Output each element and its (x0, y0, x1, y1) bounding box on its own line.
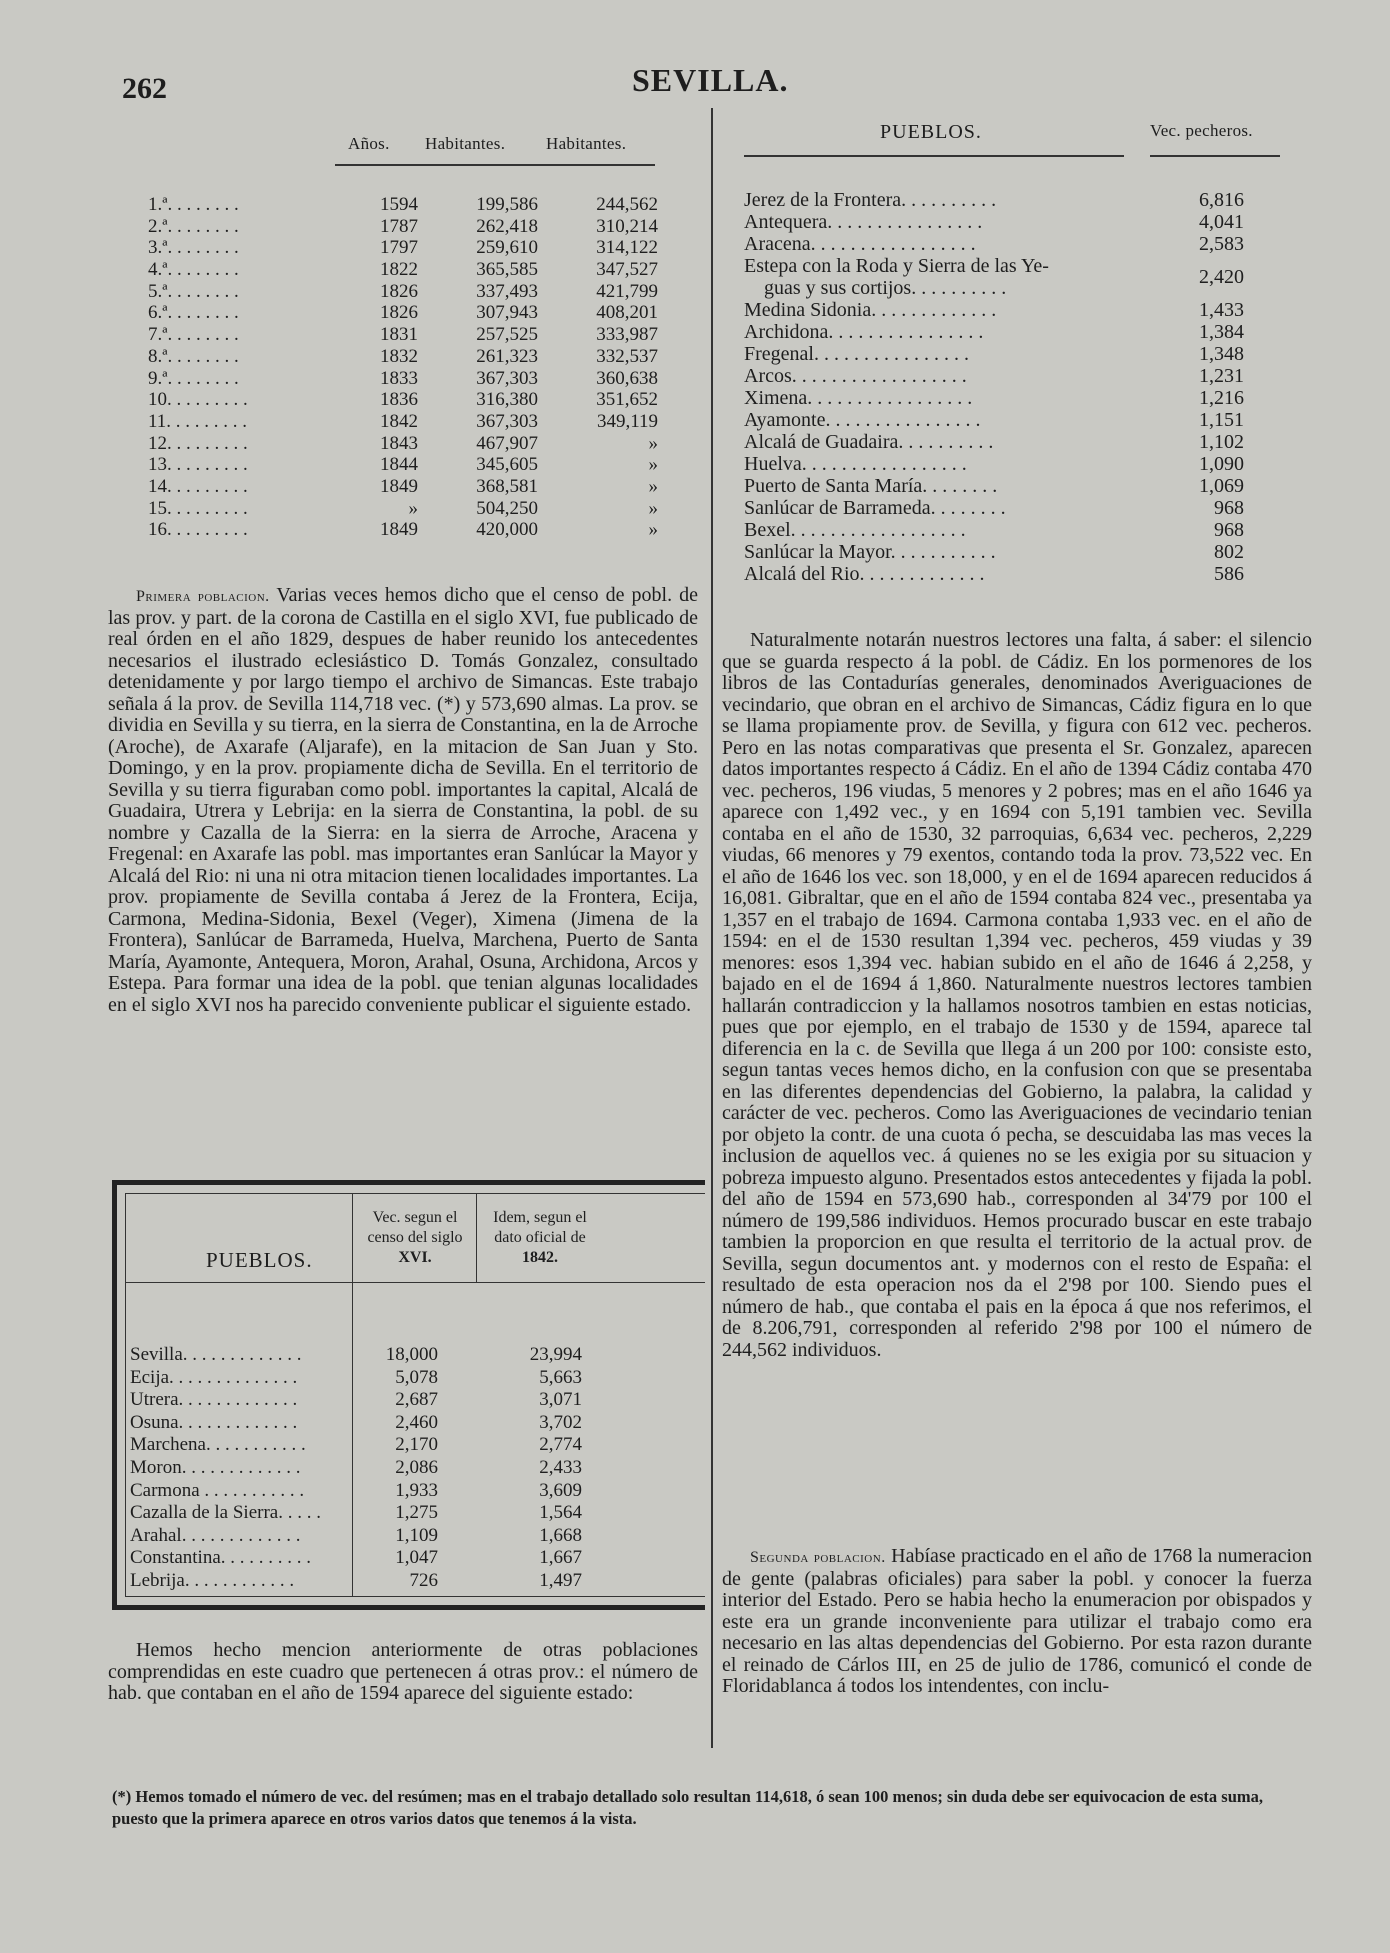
list-item-name: Alcalá del Rio. . . . . . . . . . . . . (744, 563, 985, 585)
table-cell: 2,774 (539, 1434, 582, 1456)
list-item (744, 343, 1274, 365)
table-cell: 1,275 (395, 1502, 438, 1524)
census-cell: 1842 (380, 410, 418, 432)
census-cell: 316,380 (476, 389, 538, 411)
table-row (126, 1480, 606, 1503)
list-item-name: Estepa con la Roda y Sierra de las Ye- (744, 255, 1049, 277)
right-paragraph-2 (722, 1546, 1312, 1698)
list-item (744, 409, 1274, 431)
table-cell: 3,609 (539, 1479, 582, 1501)
census-cell: 257,525 (476, 324, 538, 346)
census-cell: 1849 (380, 475, 418, 497)
table-cell: Utrera. . . . . . . . . . . . . (130, 1389, 298, 1411)
footnote: (*) Hemos tomado el número de vec. del resúmen; mas en el trabajo detallado solo resultan 114,618, ó sean 100 menos; sin duda debe ser equivocacion de esta suma, puesto que la primera aparece en otros varios datos que tenemos á la vista. (112, 1787, 1264, 1828)
census-cell: 332,537 (596, 345, 658, 367)
list-item-value: 586 (1214, 563, 1244, 585)
list-item (744, 211, 1274, 233)
census-cell: 9.ª. . . . . . . . (148, 367, 239, 389)
census-cell: 314,122 (596, 237, 658, 259)
census-cell: 12. . . . . . . . . (148, 432, 248, 454)
census-cell: 1826 (380, 302, 418, 324)
list-item (744, 387, 1274, 409)
census-cell: 4.ª. . . . . . . . (148, 259, 239, 281)
list-item-name: Ayamonte. . . . . . . . . . . . . . . . (744, 409, 981, 431)
list-item (744, 475, 1274, 497)
list-item-name: Fregenal. . . . . . . . . . . . . . . . (744, 343, 969, 365)
running-title: SEVILLA. (632, 62, 789, 98)
table-cell: Sevilla. . . . . . . . . . . . . (130, 1344, 302, 1365)
list-item (744, 519, 1274, 541)
list-item-value: 802 (1214, 541, 1244, 563)
census-cell: » (648, 475, 658, 497)
table-row (126, 1570, 606, 1593)
table-cell: Moron. . . . . . . . . . . . . (130, 1456, 301, 1478)
list-item-name: Arcos. . . . . . . . . . . . . . . . . . (744, 365, 967, 387)
census-col-hab1: Habitantes. (425, 134, 506, 153)
census-cell: » (648, 519, 658, 541)
table-row (126, 1367, 606, 1390)
census-cell: 307,943 (476, 302, 538, 324)
census-cell: 367,303 (476, 410, 538, 432)
census-cell: 504,250 (476, 497, 538, 519)
list-item (744, 321, 1274, 343)
census-cell: 3.ª. . . . . . . . (148, 237, 239, 259)
list-item (744, 541, 1274, 563)
section-lead-segunda: Segunda poblacion. (750, 1549, 886, 1566)
census-cell: 1822 (380, 259, 418, 281)
census-cell: 16. . . . . . . . . (148, 519, 248, 541)
census-cell: 310,214 (596, 215, 658, 237)
census-cell: » (648, 432, 658, 454)
census-cell: 333,987 (596, 324, 658, 346)
census-col-anos: Años. (348, 134, 390, 153)
column-divider (711, 108, 713, 1748)
left-paragraph-1-body: Varias veces hemos dicho que el censo de pobl. de las prov. y part. de la corona de Castilla en el siglo XVI, fue publicado de real órden en el año 1829, despues de haber reunido los antecedentes necesarios el ilustrado eclesiástico D. Tomás Gonzalez, consultado detenidamente y por largo tiempo el archivo de Simancas. Este trabajo señala á la prov. de Sevilla 114,718 vec. (*) y 573,690 almas. La prov. se dividia en Sevilla y su tierra, en la sierra de Constantina, en la de Arroche (Aroche), de Axarafe (Aljarafe), en la mitacion de San Juan y Sto. Domingo, y en la prov. propiamente dicha de Sevilla. En el territorio de Sevilla y su tierra figuraban como pobl. importantes la capital, Alcalá de Guadaira, Utrera y Lebrija: en la sierra de Constantina, la pobl. de su nombre y Cazalla de la Sierra: en la sierra de Arroche, Aracena y Fregenal: en Axarafe las pobl. mas importantes eran Sanlúcar la Mayor y Alcalá del Rio: ni una ni otra mitacion tienen localidades importantes. La prov. propiamente de Sevilla contaba á Jerez de la Frontera, Ecija, Carmona, Medina-Sidonia, Bexel (Veger), Ximena (Jimena de la Frontera), Sanlúcar de Barrameda, Huelva, Marchena, Puerto de Santa María, Ayamonte, Antequera, Moron, Arahal, Osuna, Archidona, Arcos y Estepa. Para formar una idea de la pobl. que tenian algunas localidades en el siglo XVI nos ha parecido conveniente publicar el siguiente estado. (108, 584, 698, 1016)
list-item-value: 968 (1214, 519, 1244, 541)
table-row (126, 1434, 606, 1457)
census-cell: 337,493 (476, 280, 538, 302)
list-item-value: 1,433 (1199, 299, 1244, 321)
table-cell: 18,000 (385, 1344, 438, 1365)
census-cell: 1836 (380, 389, 418, 411)
list-item-value: 1,090 (1199, 453, 1244, 475)
header-1842-bottom: 1842. (522, 1249, 558, 1266)
census-cell: 349,119 (596, 410, 658, 432)
census-cell: 10. . . . . . . . . (148, 389, 248, 411)
vec-list-header-pecheros: Vec. pecheros. (1150, 121, 1253, 140)
census-cell: 5.ª. . . . . . . . (148, 280, 239, 302)
vec-list-header-pueblos: PUEBLOS. (880, 121, 982, 143)
census-cell: 1843 (380, 432, 418, 454)
table-cell: 2,433 (539, 1456, 582, 1478)
list-item-value: 4,041 (1199, 211, 1244, 233)
census-cell: 1831 (380, 324, 418, 346)
list-item-name: Sanlúcar la Mayor. . . . . . . . . . . (744, 541, 996, 563)
census-cell: 368,581 (476, 475, 538, 497)
census-cell: 1833 (380, 367, 418, 389)
census-col-hab2: Habitantes. (546, 134, 627, 153)
census-cell: 1797 (380, 237, 418, 259)
list-item-name: Antequera. . . . . . . . . . . . . . . . (744, 211, 983, 233)
header-xvi-bottom: XVI. (398, 1249, 432, 1266)
census-cell: 1826 (380, 280, 418, 302)
pueblos-table-header-1842 (480, 1208, 600, 1268)
census-cell: 13. . . . . . . . . (148, 454, 248, 476)
list-item-name: Bexel. . . . . . . . . . . . . . . . . . (744, 519, 966, 541)
list-item-name: guas y sus cortijos. . . . . . . . . . (764, 277, 1007, 299)
list-item-name: Medina Sidonia. . . . . . . . . . . . . (744, 299, 997, 321)
census-cell: 15. . . . . . . . . (148, 497, 248, 519)
census-cell: 262,418 (476, 215, 538, 237)
list-item (744, 497, 1274, 519)
table-cell: 3,702 (539, 1411, 582, 1433)
table-cell: Constantina. . . . . . . . . . (130, 1547, 312, 1569)
census-cell: 351,652 (596, 389, 658, 411)
table-cell: 1,668 (539, 1524, 582, 1546)
list-item-value: 1,384 (1199, 321, 1244, 343)
table-row (126, 1525, 606, 1548)
table-cell: 2,687 (395, 1389, 438, 1411)
census-cell: 6.ª. . . . . . . . (148, 302, 239, 324)
census-cell: 259,610 (476, 237, 538, 259)
list-item-value: 2,583 (1199, 233, 1244, 255)
table-cell: Marchena. . . . . . . . . . . (130, 1434, 306, 1456)
list-item (744, 431, 1274, 453)
table-row (126, 1502, 606, 1525)
census-cell: 244,562 (596, 194, 658, 215)
list-item-name: Ximena. . . . . . . . . . . . . . . . . (744, 387, 973, 409)
census-cell: 365,585 (476, 259, 538, 281)
table-cell: Carmona . . . . . . . . . . . (130, 1479, 305, 1501)
census-cell: 367,303 (476, 367, 538, 389)
census-cell: » (648, 497, 658, 519)
list-item (744, 563, 1274, 585)
pueblos-table (112, 1180, 705, 1610)
census-cell: 345,605 (476, 454, 538, 476)
list-item (744, 299, 1274, 321)
census-cell: 347,527 (596, 259, 658, 281)
table-row (126, 1547, 606, 1570)
census-cell: 11. . . . . . . . . (148, 410, 248, 432)
table-cell: 1,047 (395, 1547, 438, 1569)
table-cell: 1,109 (395, 1524, 438, 1546)
census-cell: » (648, 454, 658, 476)
table-cell: 5,078 (395, 1366, 438, 1388)
census-cell: 408,201 (596, 302, 658, 324)
list-item-name: Archidona. . . . . . . . . . . . . . . . (744, 321, 984, 343)
page-number: 262 (122, 72, 167, 105)
census-cell: 7.ª. . . . . . . . (148, 324, 239, 346)
table-cell: 1,933 (395, 1479, 438, 1501)
table-cell: Cazalla de la Sierra. . . . . (130, 1502, 321, 1524)
table-row (126, 1389, 606, 1412)
header-xvi-top: Vec. segun el censo del siglo (367, 1209, 463, 1246)
list-item-value: 2,420 (1199, 266, 1244, 288)
left-paragraph-1 (108, 585, 698, 1016)
list-item-name: Huelva. . . . . . . . . . . . . . . . . (744, 453, 967, 475)
vecinos-list (744, 189, 1274, 585)
list-item (744, 365, 1274, 387)
census-cell: 8.ª. . . . . . . . (148, 345, 239, 367)
table-row (126, 1412, 606, 1435)
table-cell: 2,170 (395, 1434, 438, 1456)
census-cell: 360,638 (596, 367, 658, 389)
table-cell: Osuna. . . . . . . . . . . . . (130, 1411, 298, 1433)
table-cell: 1,667 (539, 1547, 582, 1569)
list-item (744, 189, 1274, 211)
list-item-value: 1,216 (1199, 387, 1244, 409)
census-cell: 421,799 (596, 280, 658, 302)
right-paragraph-1: Naturalmente notarán nuestros lectores una falta, á saber: el silencio que se guarda respecto á la pobl. de Cádiz. En los pormenores de los libros de las Contadurías generales, denominados Averiguaciones de vecindario, que obran en el archivo de Simancas, Cádiz figura en lo que se llama propiamente prov. de Sevilla, y figura con 612 vec. pecheros. Pero en las notas comparativas que presenta el Sr. Gonzalez, aparecen datos importantes respecto á Cádiz. En el año de 1394 Cádiz contaba 470 vec. pecheros, 196 viudas, 5 menores y 2 pobres; mas en el año 1646 ya aparece con 1,492 vec., y en 1694 con 5,191 tambien vec. Sevilla contaba en el año de 1530, 32 parroquias, 6,634 vec. pecheros, 2,229 viudas, 66 menores y 79 exentos, contando toda la prov. 73,522 vec. En el año de 1646 los vec. son 18,000, y en el de 1694 aparecen reducidos á 16,081. Gibraltar, que en el año de 1594 contaba 824 vec., presentaba ya 1,357 en el trabajo de 1694. Carmona contaba 1,933 vec. en el año de 1594: en el de 1530 resultan 1,394 vec. pecheros, 459 viudas y 39 menores: esos 1,394 vec. habian subido en el año de 1646 á 2,258, y bajado en el de 1694 á 1,860. Naturalmente nuestros lectores tambien hallarán contradiccion y la hallamos nosotros tambien en estas noticias, pues que por ejemplo, en el trabajo de 1530 y de 1594, aparece tal diferencia en la c. de Sevilla que llega á un 200 por 100: consiste esto, segun tantas veces hemos dicho, en la confusion con que se presentaba en las diferentes dependencias del Gobierno, la palabra, la calidad y carácter de vec. pecheros. Como las Averiguaciones de vecindario tenian por objeto la contr. de una cuota ó pecha, se descuidaba las mas veces la inclusion de aquellos vec. á quienes no se les exigia por su situacion y pobreza impuesto alguno. Presentados estos antecedentes y fijada la pobl. del año de 1594 en 573,690 hab., corresponden al 34'79 por 100 el número de 199,586 individuos. Hemos procurado buscar en este trabajo tambien la proporcion en que resulta el territorio de la actual prov. de Sevilla, segun documentos ant. y modernos con el resto de España: el resultado de esta operacion nos da el 2'98 por 100. Siendo pues el número de hab., que contaba el pais en la época á que nos referimos, el de 8.206,791, corresponden al referido 2'98 por 100 el número de 244,562 individuos. (722, 629, 1312, 1361)
table-cell: 23,994 (529, 1344, 582, 1365)
table-cell: Lebrija. . . . . . . . . . . . (130, 1569, 295, 1591)
table-cell: 1,564 (539, 1502, 582, 1524)
table-cell: 2,460 (395, 1411, 438, 1433)
list-item (744, 453, 1274, 475)
list-item-name: Aracena. . . . . . . . . . . . . . . . . (744, 233, 976, 255)
census-cell: 199,586 (476, 194, 538, 215)
list-item (744, 233, 1274, 255)
table-cell: 1,497 (539, 1569, 582, 1591)
table-cell: 3,071 (539, 1389, 582, 1411)
list-item-value: 968 (1214, 497, 1244, 519)
list-item-name: Jerez de la Frontera. . . . . . . . . . (744, 189, 997, 211)
table-cell: Ecija. . . . . . . . . . . . . . (130, 1366, 298, 1388)
census-cell: 14. . . . . . . . . (148, 475, 248, 497)
census-cell: 1787 (380, 215, 418, 237)
right-paragraph-2-body: Habíase practicado en el año de 1768 la numeracion de gente (palabras oficiales) para saber la pobl. y conocer la fuerza interior del Estado. Pero se habia hecho la enumeracion por obispados y este era un grande inconveniente para utilizar el trabajo como era necesario en las altas dependencias del Gobierno. Por esta razon durante el reinado de Cárlos III, en 25 de julio de 1786, comunicó el conde de Floridablanca á todos los intendentes, con inclu- (722, 1545, 1312, 1697)
census-cell: 2.ª. . . . . . . . (148, 215, 239, 237)
left-paragraph-2: Hemos hecho mencion anteriormente de otras poblaciones comprendidas en este cuadro que pertenecen á otras prov.: el número de hab. que contaban en el año de 1594 aparece del siguiente estado: (108, 1639, 698, 1704)
table-cell: Arahal. . . . . . . . . . . . . (130, 1524, 301, 1546)
list-item-name: Alcalá de Guadaira. . . . . . . . . . (744, 431, 994, 453)
census-cell: 1594 (380, 194, 418, 215)
census-cell: 1.ª. . . . . . . . (148, 194, 239, 215)
census-cell: 420,000 (476, 519, 538, 541)
pueblos-table-header-pueblos: PUEBLOS. (206, 1248, 313, 1272)
list-item-name: Sanlúcar de Barrameda. . . . . . . . (744, 497, 1006, 519)
census-header-rule (335, 164, 655, 166)
list-item-value: 1,231 (1199, 365, 1244, 387)
census-cell: 1849 (380, 519, 418, 541)
census-cell: 467,907 (476, 432, 538, 454)
table-cell: 5,663 (539, 1366, 582, 1388)
table-cell: 2,086 (395, 1456, 438, 1478)
header-1842-top: Idem, segun el dato oficial de (493, 1209, 587, 1246)
list-item-value: 1,069 (1199, 475, 1244, 497)
census-cell: 1832 (380, 345, 418, 367)
census-cell: » (408, 497, 418, 519)
table-row (126, 1344, 606, 1367)
table-cell: 726 (409, 1569, 438, 1591)
section-lead-primera: Primera poblacion. (136, 588, 270, 605)
pueblos-table-header-xvi (358, 1208, 472, 1268)
list-item-value: 1,151 (1199, 409, 1244, 431)
list-item-value: 1,348 (1199, 343, 1244, 365)
list-item-value: 1,102 (1199, 431, 1244, 453)
census-cell: 1844 (380, 454, 418, 476)
list-item-name: Puerto de Santa María. . . . . . . . (744, 475, 998, 497)
list-item-value: 6,816 (1199, 189, 1244, 211)
census-cell: 261,323 (476, 345, 538, 367)
table-row (126, 1457, 606, 1480)
